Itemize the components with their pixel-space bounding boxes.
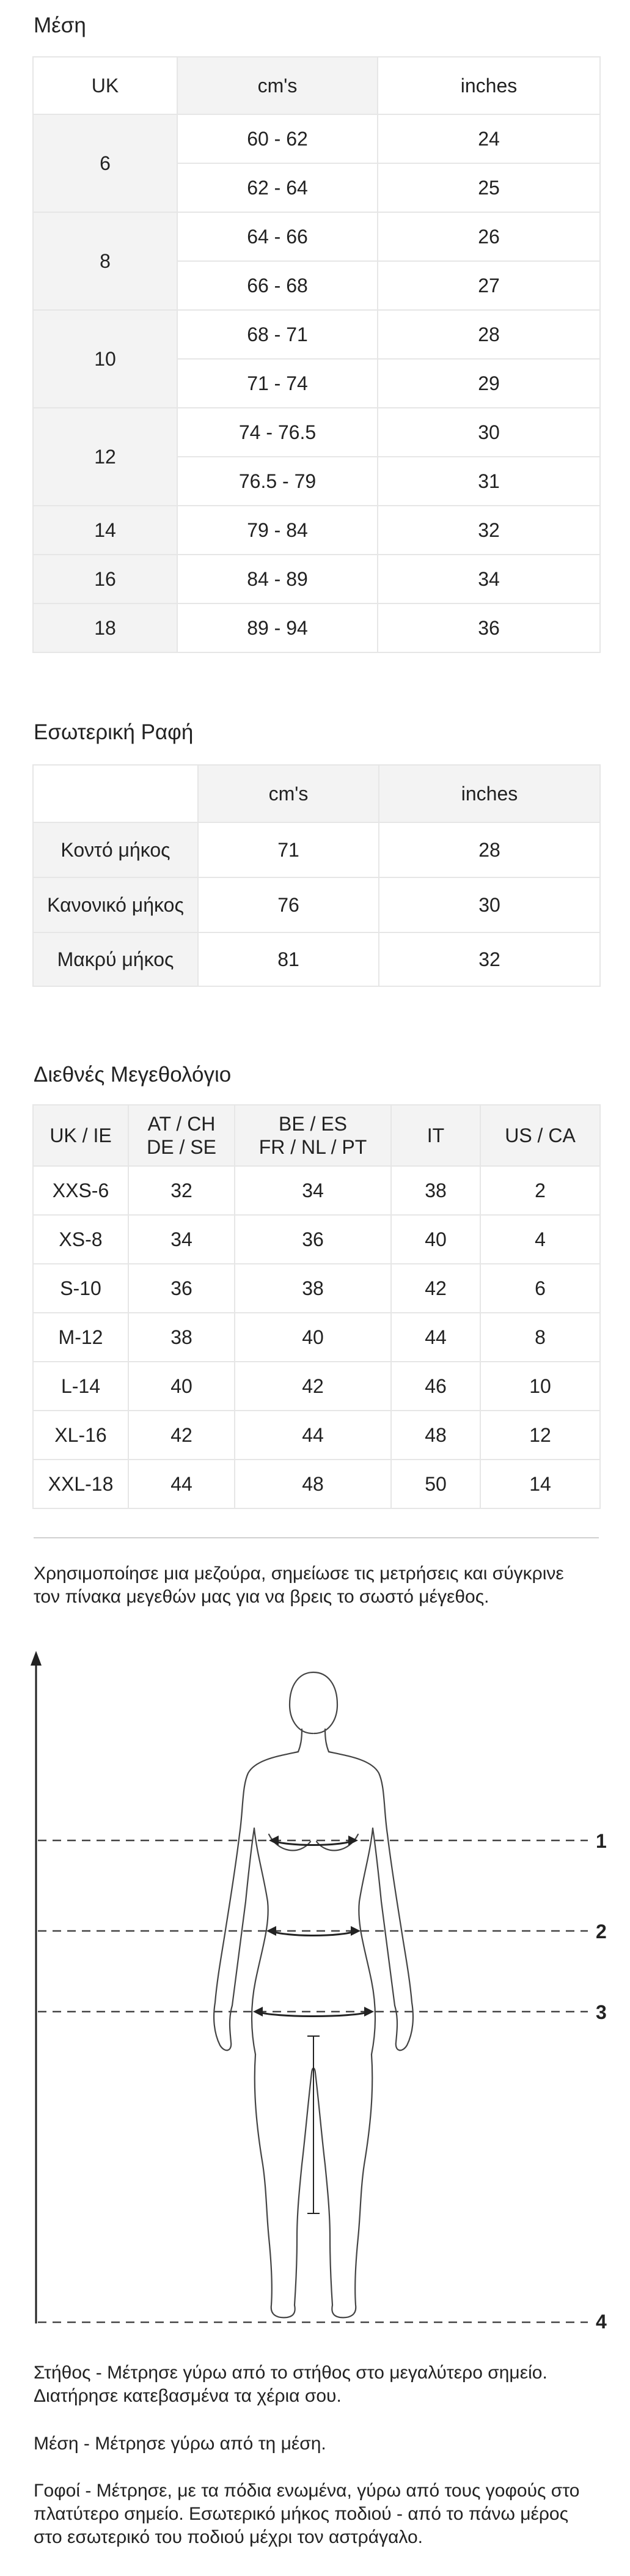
cm-cell: 84 - 89: [177, 555, 378, 603]
size-cell: 10: [480, 1362, 600, 1411]
table-row: [33, 1215, 600, 1264]
size-cell: 38: [235, 1264, 391, 1313]
cm-cell: 66 - 68: [177, 261, 378, 310]
header-line: FR / NL / PT: [258, 1136, 367, 1158]
table-row: [33, 1460, 600, 1508]
header-inches: inches: [379, 765, 600, 822]
header-cm: cm's: [198, 765, 379, 822]
cm-cell: 76.5 - 79: [177, 457, 378, 506]
size-cell: 44: [391, 1313, 480, 1362]
table-row: [33, 212, 600, 261]
instruction-line: Διατήρησε κατεβασμένα τα χέρια σου.: [34, 2386, 342, 2406]
uk-size-cell: 8: [33, 212, 177, 310]
table-row: [33, 555, 600, 603]
cm-cell: 68 - 71: [177, 310, 378, 359]
size-cell: 44: [235, 1411, 391, 1460]
length-label-cell: Κανονικό μήκος: [33, 877, 198, 932]
size-cell: L-14: [33, 1362, 128, 1411]
inch-cell: 34: [378, 555, 600, 603]
size-cell: S-10: [33, 1264, 128, 1313]
header-line: DE / SE: [147, 1136, 216, 1158]
instruction-line: Στήθος - Μέτρησε γύρω από το στήθος στο μεγαλύτερο σημείο.: [34, 2363, 548, 2383]
inch-cell: 28: [378, 310, 600, 359]
marker-4: 4: [596, 2311, 607, 2330]
size-cell: 14: [480, 1460, 600, 1508]
cm-cell: 60 - 62: [177, 114, 378, 163]
inch-cell: 30: [378, 408, 600, 457]
size-cell: 42: [128, 1411, 235, 1460]
height-arrow: [31, 1651, 42, 2323]
size-cell: 12: [480, 1411, 600, 1460]
table-row: [33, 1264, 600, 1313]
length-label-cell: Κοντό μήκος: [33, 822, 198, 877]
uk-size-cell: 6: [33, 114, 177, 212]
size-cell: 42: [391, 1264, 480, 1313]
inch-cell: 24: [378, 114, 600, 163]
size-cell: 36: [128, 1264, 235, 1313]
inseam-size-table: [32, 764, 601, 987]
measure-line-3: [38, 2007, 588, 2017]
inch-cell: 26: [378, 212, 600, 261]
cm-cell: 74 - 76.5: [177, 408, 378, 457]
size-cell: 44: [128, 1460, 235, 1508]
header-uk-ie: UK / IE: [33, 1105, 128, 1166]
body-measurement-diagram: [0, 1651, 630, 2330]
cm-cell: 79 - 84: [177, 506, 378, 555]
size-cell: 8: [480, 1313, 600, 1362]
inch-cell: 27: [378, 261, 600, 310]
inseam-title: Εσωτερική Ραφή: [34, 720, 194, 744]
size-cell: XL-16: [33, 1411, 128, 1460]
size-cell: 48: [235, 1460, 391, 1508]
international-size-table: [32, 1104, 601, 1509]
cm-cell: 62 - 64: [177, 163, 378, 212]
inch-cell: 30: [379, 877, 600, 932]
hips-instruction: [34, 2479, 605, 2549]
instruction-line: Γοφοί - Μέτρησε, με τα πόδια ενωμένα, γύρω από τους γοφούς στο: [34, 2481, 580, 2501]
header-uk: UK: [33, 57, 177, 114]
table-row: [33, 506, 600, 555]
uk-size-cell: 16: [33, 555, 177, 603]
uk-size-cell: 18: [33, 603, 177, 652]
size-cell: 48: [391, 1411, 480, 1460]
table-row: [33, 932, 600, 986]
measure-line-2: [38, 1926, 588, 1936]
header-line: BE / ES: [278, 1113, 348, 1135]
length-label-cell: Μακρύ μήκος: [33, 932, 198, 986]
table-row: [33, 114, 600, 163]
size-cell: 42: [235, 1362, 391, 1411]
marker-1: 1: [596, 1830, 607, 1852]
inch-cell: 36: [378, 603, 600, 652]
cm-cell: 64 - 66: [177, 212, 378, 261]
table-row: [33, 1313, 600, 1362]
size-cell: 6: [480, 1264, 600, 1313]
marker-3: 3: [596, 2001, 607, 2023]
bust-instruction: [34, 2361, 605, 2408]
table-row: [33, 1411, 600, 1460]
inch-cell: 32: [379, 932, 600, 986]
size-cell: 38: [128, 1313, 235, 1362]
table-row: [33, 1362, 600, 1411]
instruction-line: στο εσωτερικό του ποδιού μέχρι τον αστράγαλο.: [34, 2527, 423, 2547]
header-line: AT / CH: [147, 1113, 216, 1135]
inch-cell: 29: [378, 359, 600, 408]
header-at-ch-de-se: [128, 1105, 235, 1166]
header-inches: inches: [378, 57, 600, 114]
size-cell: XS-8: [33, 1215, 128, 1264]
cm-cell: 76: [198, 877, 379, 932]
header-be-es-fr-nl-pt: [235, 1105, 391, 1166]
uk-size-cell: 12: [33, 408, 177, 506]
size-cell: 34: [128, 1215, 235, 1264]
size-cell: XXS-6: [33, 1166, 128, 1215]
size-cell: 40: [128, 1362, 235, 1411]
table-row: [33, 877, 600, 932]
marker-2: 2: [596, 1921, 607, 1943]
inch-cell: 25: [378, 163, 600, 212]
table-row: [33, 408, 600, 457]
size-cell: 36: [235, 1215, 391, 1264]
size-cell: 50: [391, 1460, 480, 1508]
table-row: [33, 1166, 600, 1215]
size-cell: 32: [128, 1166, 235, 1215]
cm-cell: 81: [198, 932, 379, 986]
inch-cell: 32: [378, 506, 600, 555]
header-it: IT: [391, 1105, 480, 1166]
waist-title: Μέση: [34, 13, 86, 37]
size-cell: 4: [480, 1215, 600, 1264]
size-cell: 2: [480, 1166, 600, 1215]
header-us-ca: US / CA: [480, 1105, 600, 1166]
table-row: [33, 603, 600, 652]
size-cell: XXL-18: [33, 1460, 128, 1508]
measure-line-1: [38, 1836, 588, 1845]
inseam-measure-line: [307, 2036, 320, 2213]
section-divider: [34, 1537, 599, 1538]
measure-intro: [34, 1562, 605, 1609]
uk-size-cell: 10: [33, 310, 177, 408]
size-cell: M-12: [33, 1313, 128, 1362]
size-cell: 40: [235, 1313, 391, 1362]
intro-line: τον πίνακα μεγεθών μας για να βρεις το σωστό μέγεθος.: [34, 1587, 489, 1607]
table-row: [33, 822, 600, 877]
header-cm: cm's: [177, 57, 378, 114]
uk-size-cell: 14: [33, 506, 177, 555]
cm-cell: 89 - 94: [177, 603, 378, 652]
cm-cell: 71 - 74: [177, 359, 378, 408]
size-cell: 38: [391, 1166, 480, 1215]
size-cell: 40: [391, 1215, 480, 1264]
size-cell: 34: [235, 1166, 391, 1215]
instruction-line: πλατύτερο σημείο. Εσωτερικό μήκος ποδιού - από το πάνω μέρος: [34, 2504, 569, 2524]
international-title: Διεθνές Μεγεθολόγιο: [34, 1063, 232, 1087]
waist-size-table: [32, 56, 601, 653]
cm-cell: 71: [198, 822, 379, 877]
female-figure-outline: [214, 1672, 413, 2317]
header-blank: [33, 765, 198, 822]
size-cell: 46: [391, 1362, 480, 1411]
table-row: [33, 310, 600, 359]
inch-cell: 28: [379, 822, 600, 877]
waist-instruction: Μέση - Μέτρησε γύρω από τη μέση.: [34, 2434, 326, 2454]
inch-cell: 31: [378, 457, 600, 506]
intro-line: Χρησιμοποίησε μια μεζούρα, σημείωσε τις μετρήσεις και σύγκρινε: [34, 1563, 564, 1584]
